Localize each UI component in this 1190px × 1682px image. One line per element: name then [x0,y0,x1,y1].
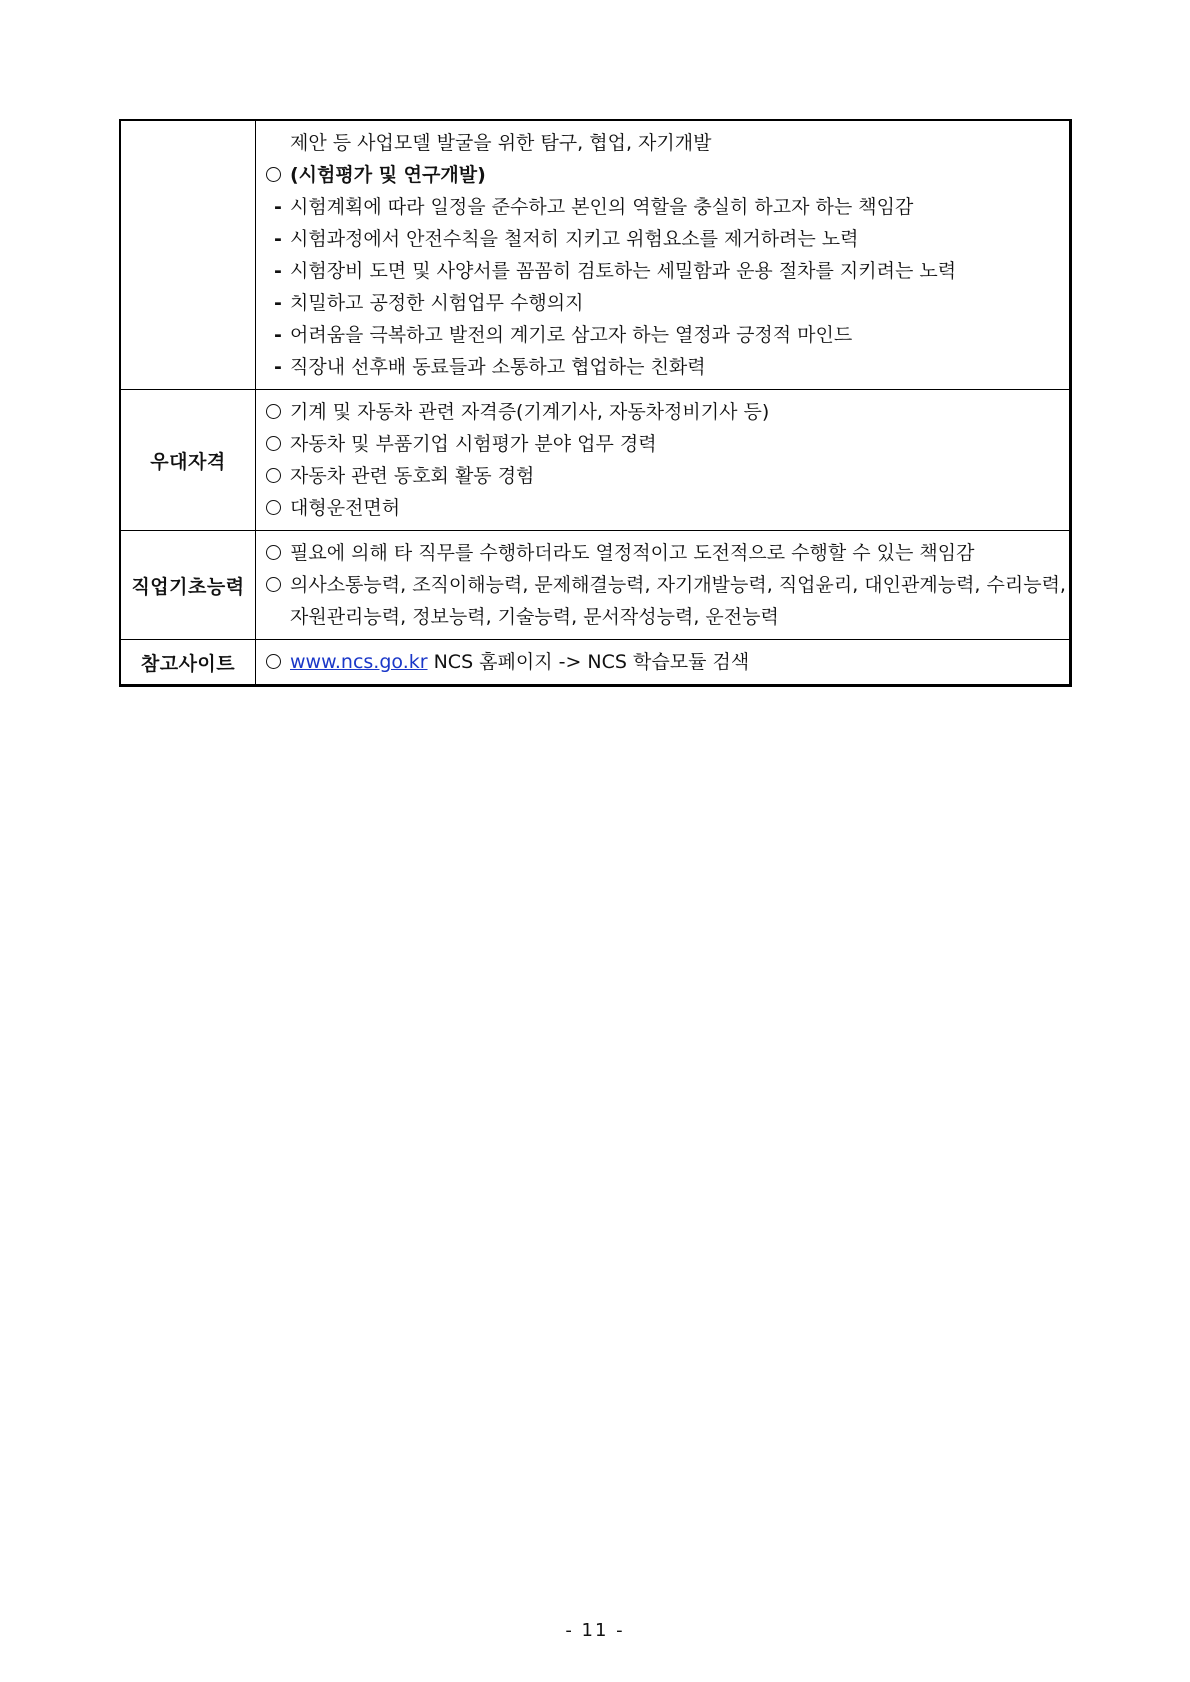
row-header-competencies: 직업기초능력 [120,531,256,640]
list-item [264,396,1063,428]
row-basic-competencies [120,531,1071,640]
list-item-text: 시험장비 도면 및 사양서를 꼼꼼히 검토하는 세밀함과 운용 절차를 지키려는 노력 [290,260,957,282]
list-item-text: 기계 및 자동차 관련 자격증(기계기사, 자동차정비기사 등) [290,401,770,423]
ncs-link[interactable]: www.ncs.go.kr [290,651,428,673]
dash-bullet: - [274,260,282,282]
list-item [264,191,1063,223]
row-attitude [120,120,1071,390]
list-item-text: 어려움을 극복하고 발전의 계기로 삼고자 하는 열정과 긍정적 마인드 [290,324,853,346]
circle-bullet-icon [266,436,281,451]
dash-bullet: - [274,356,282,378]
circle-bullet-icon [266,577,281,592]
dash-bullet: - [274,228,282,250]
list-item [264,492,1063,524]
page-number: - 11 - [565,1620,625,1641]
list-item [264,255,1063,287]
circle-bullet-icon [266,167,281,182]
list-item [264,428,1063,460]
list-item-text: 자동차 관련 동호회 활동 경험 [290,465,535,487]
list-item [264,460,1063,492]
list-item [264,569,1066,601]
row-preferred-qualifications [120,390,1071,531]
continuation-line: 제안 등 사업모델 발굴을 위한 탐구, 협업, 자기개발 [290,132,712,154]
row-body-reference [256,640,1071,686]
row-body-attitude [256,120,1071,390]
list-item-text: 의사소통능력, 조직이해능력, 문제해결능력, 자기개발능력, 직업윤리, 대인관계능력, 수리능력, [290,574,1066,596]
circle-bullet-icon [266,545,281,560]
circle-bullet-icon [266,404,281,419]
list-item-text: 필요에 의해 타 직무를 수행하더라도 열정적이고 도전적으로 수행할 수 있는 책임감 [290,542,975,564]
requirements-table [119,119,1072,687]
reference-text: NCS 홈페이지 -> NCS 학습모듈 검색 [427,651,750,673]
row-reference-site [120,640,1071,686]
circle-bullet-icon [266,654,281,669]
row-header-reference: 참고사이트 [120,640,256,686]
dash-bullet: - [274,196,282,218]
list-item [264,351,1063,383]
row-body-preferred [256,390,1071,531]
list-item [264,287,1063,319]
list-item-continuation: 자원관리능력, 정보능력, 기술능력, 문서작성능력, 운전능력 [290,606,779,628]
list-item [264,646,1063,678]
list-item-text: 직장내 선후배 동료들과 소통하고 협업하는 친화력 [290,356,706,378]
circle-bullet-icon [266,500,281,515]
dash-bullet: - [274,292,282,314]
row-body-competencies [256,531,1071,640]
list-item-text: 대형운전면허 [290,497,401,519]
list-item [264,537,1063,569]
list-item [264,319,1063,351]
section-title: (시험평가 및 연구개발) [290,164,486,186]
list-item-text: 시험과정에서 안전수칙을 철저히 지키고 위험요소를 제거하려는 노력 [290,228,859,250]
list-item [264,223,1063,255]
list-item-text: 시험계획에 따라 일정을 준수하고 본인의 역할을 충실히 하고자 하는 책임감 [290,196,914,218]
list-item-text: 치밀하고 공정한 시험업무 수행의지 [290,292,584,314]
circle-bullet-icon [266,468,281,483]
dash-bullet: - [274,324,282,346]
list-item-text: 자동차 및 부품기업 시험평가 분야 업무 경력 [290,433,657,455]
row-header-empty [120,120,256,390]
row-header-preferred: 우대자격 [120,390,256,531]
section-title-line [264,159,1063,191]
